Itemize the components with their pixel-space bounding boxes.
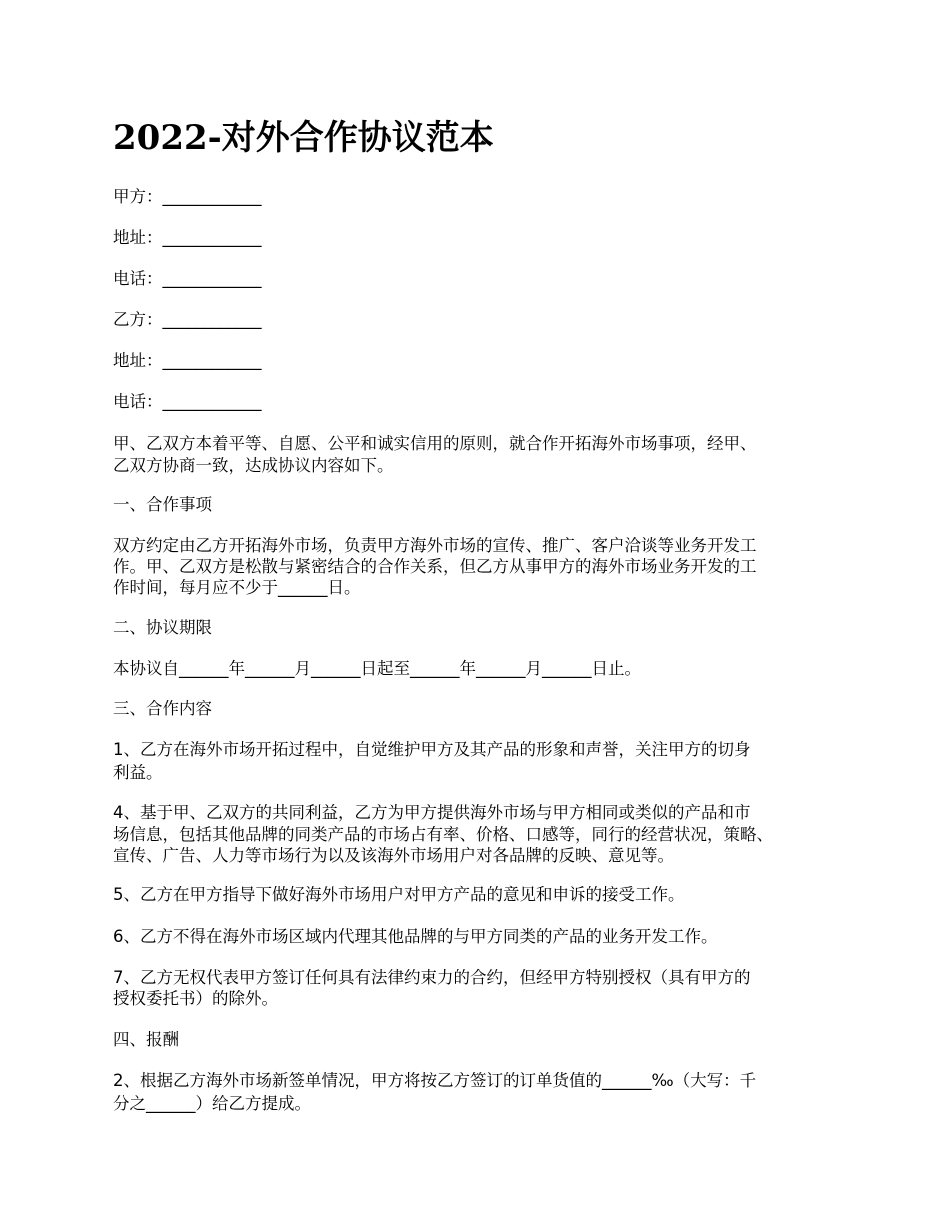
party-b-name-line: 乙方：____________ [113, 310, 262, 329]
section-heading: 二、协议期限 [113, 618, 212, 637]
document-title: 2022-对外合作协议范本 [113, 118, 494, 158]
preamble-line-2: 乙双方协商一致，达成协议内容如下。 [113, 456, 394, 475]
clause-7-line-2: 授权委托书）的除外。 [113, 989, 278, 1008]
cooperation-line-3: 作时间，每月应不少于______日。 [113, 578, 361, 597]
clause-7-line-1: 7、乙方无权代表甲方签订任何具有法律约束力的合约，但经甲方特别授权（具有甲方的 [113, 968, 751, 987]
preamble-line-1: 甲、乙双方本着平等、自愿、公平和诚实信用的原则，就合作开拓海外市场事项，经甲、 [113, 434, 757, 453]
compensation-line-2: 分之______）给乙方提成。 [113, 1094, 311, 1113]
party-a-phone-line: 电话：____________ [113, 269, 262, 288]
party-a-name-line: 甲方：____________ [113, 187, 262, 206]
clause-4-line-2: 场信息，包括其他品牌的同类产品的市场占有率、价格、口感等，同行的经营状况，策略、 [113, 825, 773, 844]
clause-1-line-2: 利益。 [113, 763, 163, 782]
term-line: 本协议自______年______月______日起至______年______月______日止。 [113, 659, 641, 678]
party-b-address-line: 地址：____________ [113, 351, 262, 370]
clause-5-line: 5、乙方在甲方指导下做好海外市场用户对甲方产品的意见和申诉的接受工作。 [113, 885, 685, 904]
section-heading: 四、报酬 [113, 1030, 179, 1049]
clause-4-line-1: 4、基于甲、乙双方的共同利益，乙方为甲方提供海外市场与甲方相同或类似的产品和市 [113, 803, 751, 822]
party-a-address-line: 地址：____________ [113, 228, 262, 247]
section-heading: 一、合作事项 [113, 495, 212, 514]
clause-6-line: 6、乙方不得在海外市场区域内代理其他品牌的与甲方同类的产品的业务开发工作。 [113, 927, 718, 946]
cooperation-line-2: 作。甲、乙双方是松散与紧密结合的合作关系，但乙方从事甲方的海外市场业务开发的工 [113, 557, 757, 576]
cooperation-line-1: 双方约定由乙方开拓海外市场，负责甲方海外市场的宣传、推广、客户洽谈等业务开发工 [113, 536, 757, 555]
clause-4-line-3: 宣传、广告、人力等市场行为以及该海外市场用户对各品牌的反映、意见等。 [113, 846, 674, 865]
section-heading: 三、合作内容 [113, 699, 212, 718]
clause-1-line-1: 1、乙方在海外市场开拓过程中，自觉维护甲方及其产品的形象和声誉，关注甲方的切身 [113, 740, 751, 759]
party-b-phone-line: 电话：____________ [113, 392, 262, 411]
compensation-line-1: 2、根据乙方海外市场新签单情况，甲方将按乙方签订的订单货值的______‰（大写：千 [113, 1071, 757, 1090]
